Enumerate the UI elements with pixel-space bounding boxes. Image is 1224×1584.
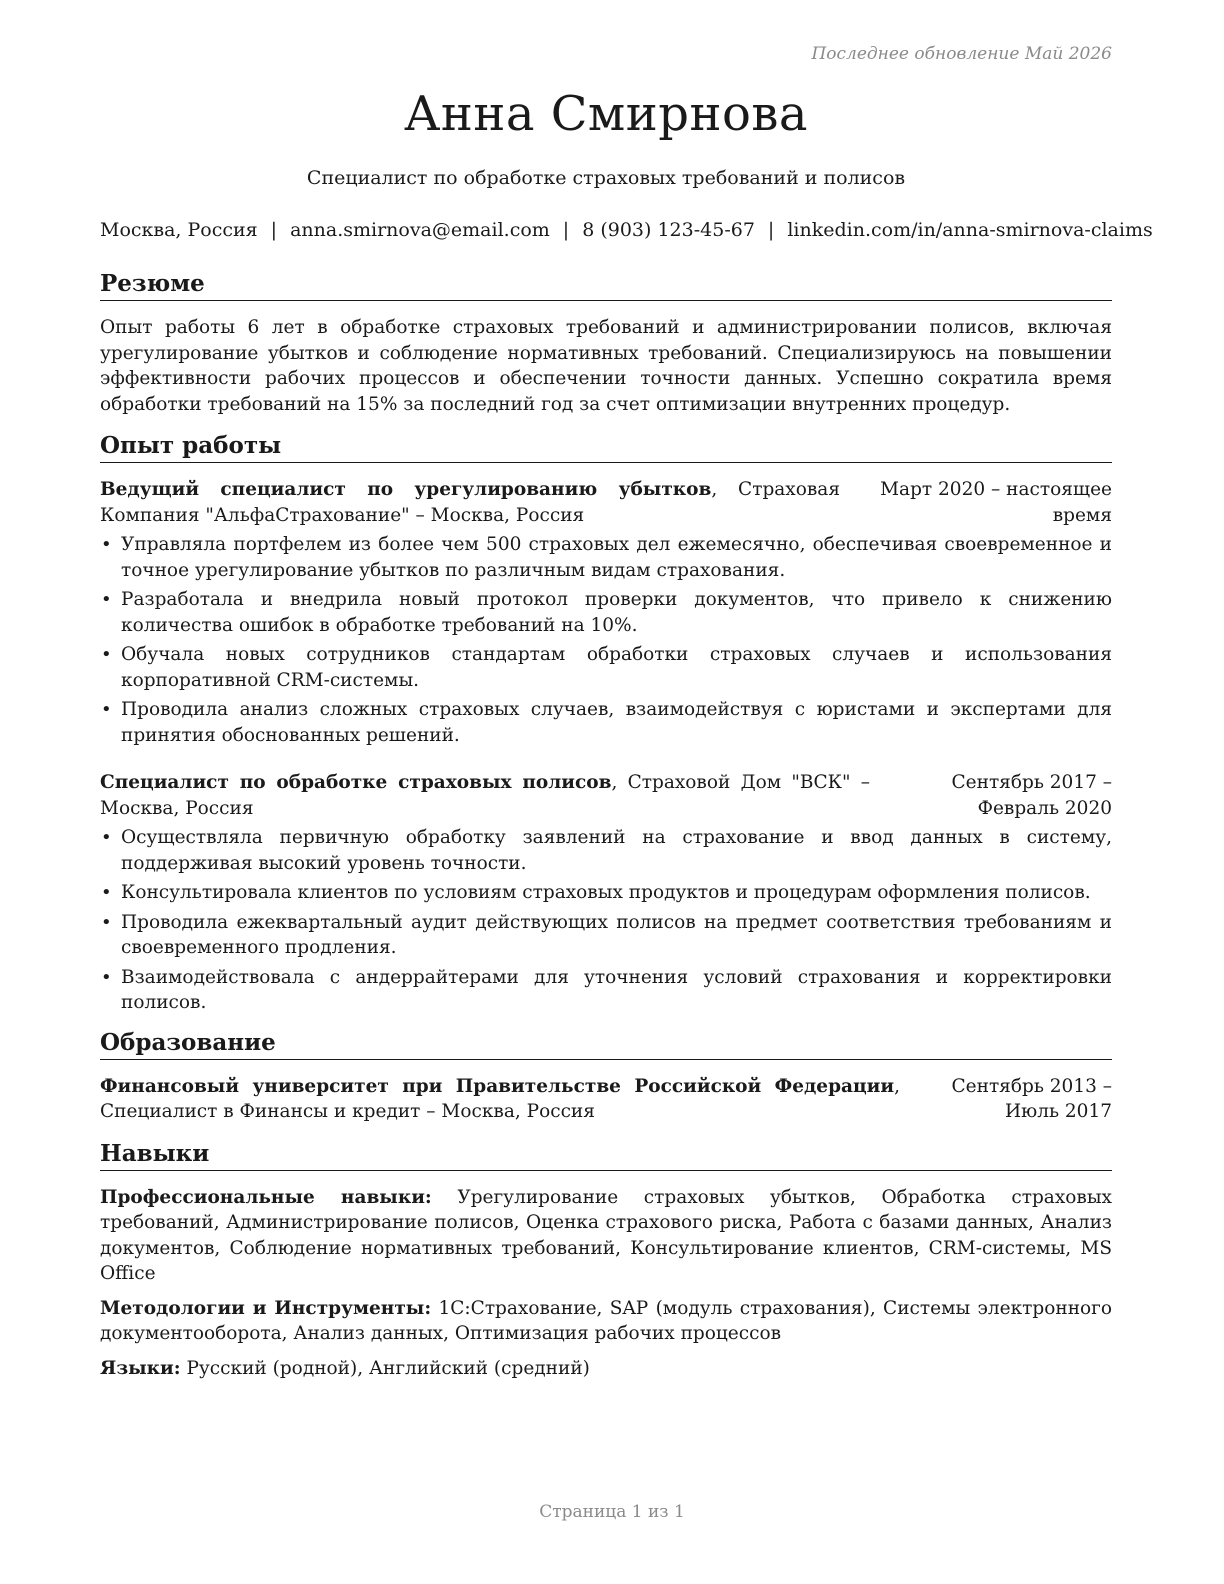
list-item: • Проводила ежеквартальный аудит действующих полисов на предмет соответствия требованиям и своевременного продления.	[100, 910, 1112, 961]
page-number: Страница 1 из 1	[539, 1502, 685, 1522]
skills-label: Методологии и Инструменты:	[100, 1297, 432, 1319]
skills-value: Урегулирование страховых убытков, Обработка страховых требований, Администрирование полисов, Оценка страхового риска, Работа с базами данных, Анализ документов, Соблюдение нормативных требований, Консультирование клиентов, CRM-системы, MS Office	[100, 1186, 1112, 1284]
summary-section	[100, 269, 1112, 417]
list-item: • Обучала новых сотрудников стандартам обработки страховых случаев и использования корпоративной CRM-системы.	[100, 642, 1112, 693]
resume-content	[100, 269, 1112, 1381]
job-dates: Март 2020 – настоящее время	[880, 479, 1112, 526]
education-title-line	[100, 1074, 900, 1125]
contact-location: Москва, Россия	[100, 219, 258, 241]
education-detail: , Специалист в Финансы и кредит – Москва, Россия	[100, 1075, 900, 1122]
skills-row-tools	[100, 1296, 1112, 1347]
job-bullets	[100, 532, 1112, 748]
last-updated: Последнее обновление Май 2026	[811, 44, 1112, 64]
person-name: Анна Смирнова	[403, 86, 809, 142]
list-item: • Проводила анализ сложных страховых случаев, взаимодействуя с юристами и экспертами для принятия обоснованных решений.	[100, 697, 1112, 748]
contact-separator: |	[767, 219, 775, 241]
skills-row-professional	[100, 1185, 1112, 1287]
job-organization: , Страховой Дом "ВСК" – Москва, Россия	[100, 772, 870, 819]
education-section	[100, 1028, 1112, 1125]
job-bullets	[100, 825, 1112, 1016]
section-title-education: Образование	[100, 1028, 1112, 1060]
section-title-experience: Опыт работы	[100, 431, 1112, 463]
job-title-line	[100, 770, 870, 821]
skills-section	[100, 1139, 1112, 1382]
list-item: • Взаимодействовала с андеррайтерами для уточнения условий страхования и корректировки полисов.	[100, 965, 1112, 1016]
skills-value: 1С:Страхование, SAP (модуль страхования), Системы электронного документооборота, Анализ данных, Оптимизация рабочих процессов	[100, 1297, 1112, 1344]
job-organization: , Страховая Компания "АльфаСтрахование" – Москва, Россия	[100, 479, 840, 526]
education-dates: Сентябрь 2013 – Июль 2017	[951, 1075, 1112, 1122]
job-header	[100, 477, 1112, 528]
section-title-skills: Навыки	[100, 1139, 1112, 1171]
skills-label: Языки:	[100, 1357, 181, 1379]
education-school: Финансовый университет при Правительстве Российской Федерации	[100, 1075, 895, 1097]
contact-separator: |	[270, 219, 278, 241]
contact-separator: |	[562, 219, 570, 241]
job-entry	[100, 770, 1112, 1016]
job-dates: Сентябрь 2017 – Февраль 2020	[951, 772, 1112, 819]
experience-section	[100, 431, 1112, 1016]
contact-line	[100, 219, 1153, 241]
contact-linkedin[interactable]: linkedin.com/in/anna-smirnova-claims	[787, 219, 1153, 241]
summary-text: Опыт работы 6 лет в обработке страховых требований и администрировании полисов, включая урегулирование убытков и соблюдение нормативных требований. Специализируюсь на повышении эффективности рабочих процессов и обеспечении точности данных. Успешно сократила время обработки требований на 15% за последний год за счет оптимизации внутренних процедур.	[100, 317, 1112, 415]
section-title-summary: Резюме	[100, 269, 1112, 301]
job-role: Ведущий специалист по урегулированию убытков	[100, 479, 712, 500]
skills-row-languages	[100, 1356, 1112, 1382]
education-entry	[100, 1074, 1112, 1125]
contact-email[interactable]: anna.smirnova@email.com	[290, 219, 550, 241]
job-title-line	[100, 477, 840, 528]
job-subtitle: Специалист по обработке страховых требований и полисов	[306, 167, 906, 189]
list-item: • Осуществляла первичную обработку заявлений на страхование и ввод данных в систему, поддерживая высокий уровень точности.	[100, 825, 1112, 876]
job-entry	[100, 477, 1112, 748]
skills-label: Профессиональные навыки:	[100, 1186, 432, 1208]
list-item: • Управляла портфелем из более чем 500 страховых дел ежемесячно, обеспечивая своевременное и точное урегулирование убытков по различным видам страхования.	[100, 532, 1112, 583]
list-item: • Разработала и внедрила новый протокол проверки документов, что привело к снижению количества ошибок в обработке требований на 10%.	[100, 587, 1112, 638]
contact-phone[interactable]: 8 (903) 123-45-67	[582, 219, 755, 241]
job-role: Специалист по обработке страховых полисов	[100, 772, 612, 793]
skills-value: Русский (родной), Английский (средний)	[180, 1357, 590, 1379]
job-header	[100, 770, 1112, 821]
list-item: • Консультировала клиентов по условиям страховых продуктов и процедурам оформления полисов.	[100, 880, 1112, 906]
